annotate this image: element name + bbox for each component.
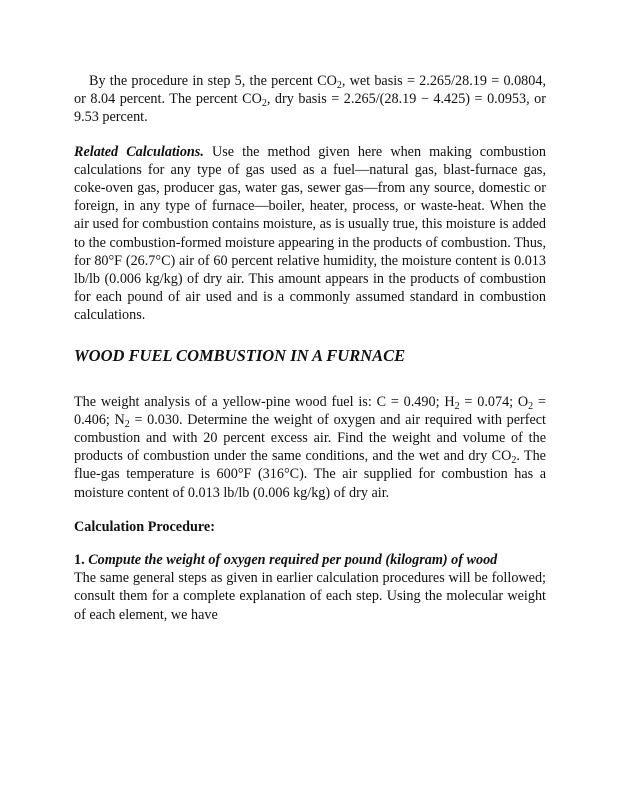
step-number: 1. [74,552,85,569]
text-run: By the procedure in step 5, the percent CO [89,73,337,89]
text-run: = 0.074; O [459,393,529,410]
section-heading: WOOD FUEL COMBUSTION IN A FURNACE [74,345,406,365]
step-title: Compute the weight of oxygen required per pound (kilogram) of wood [88,552,498,569]
subscript: 2 [511,455,517,467]
step-1-text: The same general steps as given in earlier calculation procedures will be followed; consult them for a complete explanation of each step. Using the molecular weight of each element, we have [74,570,546,623]
subscript: 2 [528,400,534,412]
paragraph-co2-percent [74,72,546,127]
text-run: = 0.030. Determine the weight of oxygen and air required with perfect combustion and with 20 percent excess air. Find the weight and volume of the products of combustion under the same conditions, and the wet and dry CO [74,411,546,465]
calculation-procedure-heading: Calculation Procedure: [74,518,215,535]
subscript: 2 [124,418,130,430]
text-run: Use the method given here when making combustion calculations for any type of gas used as a fuel—natural gas, blast-furnace gas, coke-oven gas, producer gas, water gas, sewer gas—from any source, domestic or foreign, in any type of furnace—boiler, heater, process, or waste-heat. When the air used for combustion contains moisture, as is usually true, this moisture is added to the combustion-formed moisture appearing in the products of combustion. Thus, for 80°F (26.7°C) air of 60 percent relative humidity, the moisture content is 0.013 lb/lb (0.006 kg/kg) of dry air. This amount appears in the products of combustion for each pound of air used and is a commonly assumed standard in combustion calculations. [74,143,546,324]
related-calculations-label: Related Calculations. [74,143,204,160]
subscript: 2 [454,400,460,412]
text-run: The weight analysis of a yellow-pine wood fuel is: C = 0.490; H [74,393,455,410]
step-1 [74,551,546,569]
text-run: . The flue-gas temperature is 600°F (316°C). The air supplied for combustion has a moisture content of 0.013 lb/lb (0.006 kg/kg) of dry air. [74,448,546,501]
text-run: , dry basis = 2.265/(28.19 − 4.425) = 0.0953, or 9.53 percent. [74,91,546,126]
text-run: , wet basis = 2.265/28.19 = 0.0804, or 8.04 percent. The percent CO [74,73,547,108]
subscript: 2 [336,80,342,91]
document-page [74,72,546,624]
subscript: 2 [261,98,267,110]
paragraph-problem-statement [74,393,546,502]
paragraph-related-calculations [74,143,546,325]
text-run: = 0.406; N [74,393,546,428]
